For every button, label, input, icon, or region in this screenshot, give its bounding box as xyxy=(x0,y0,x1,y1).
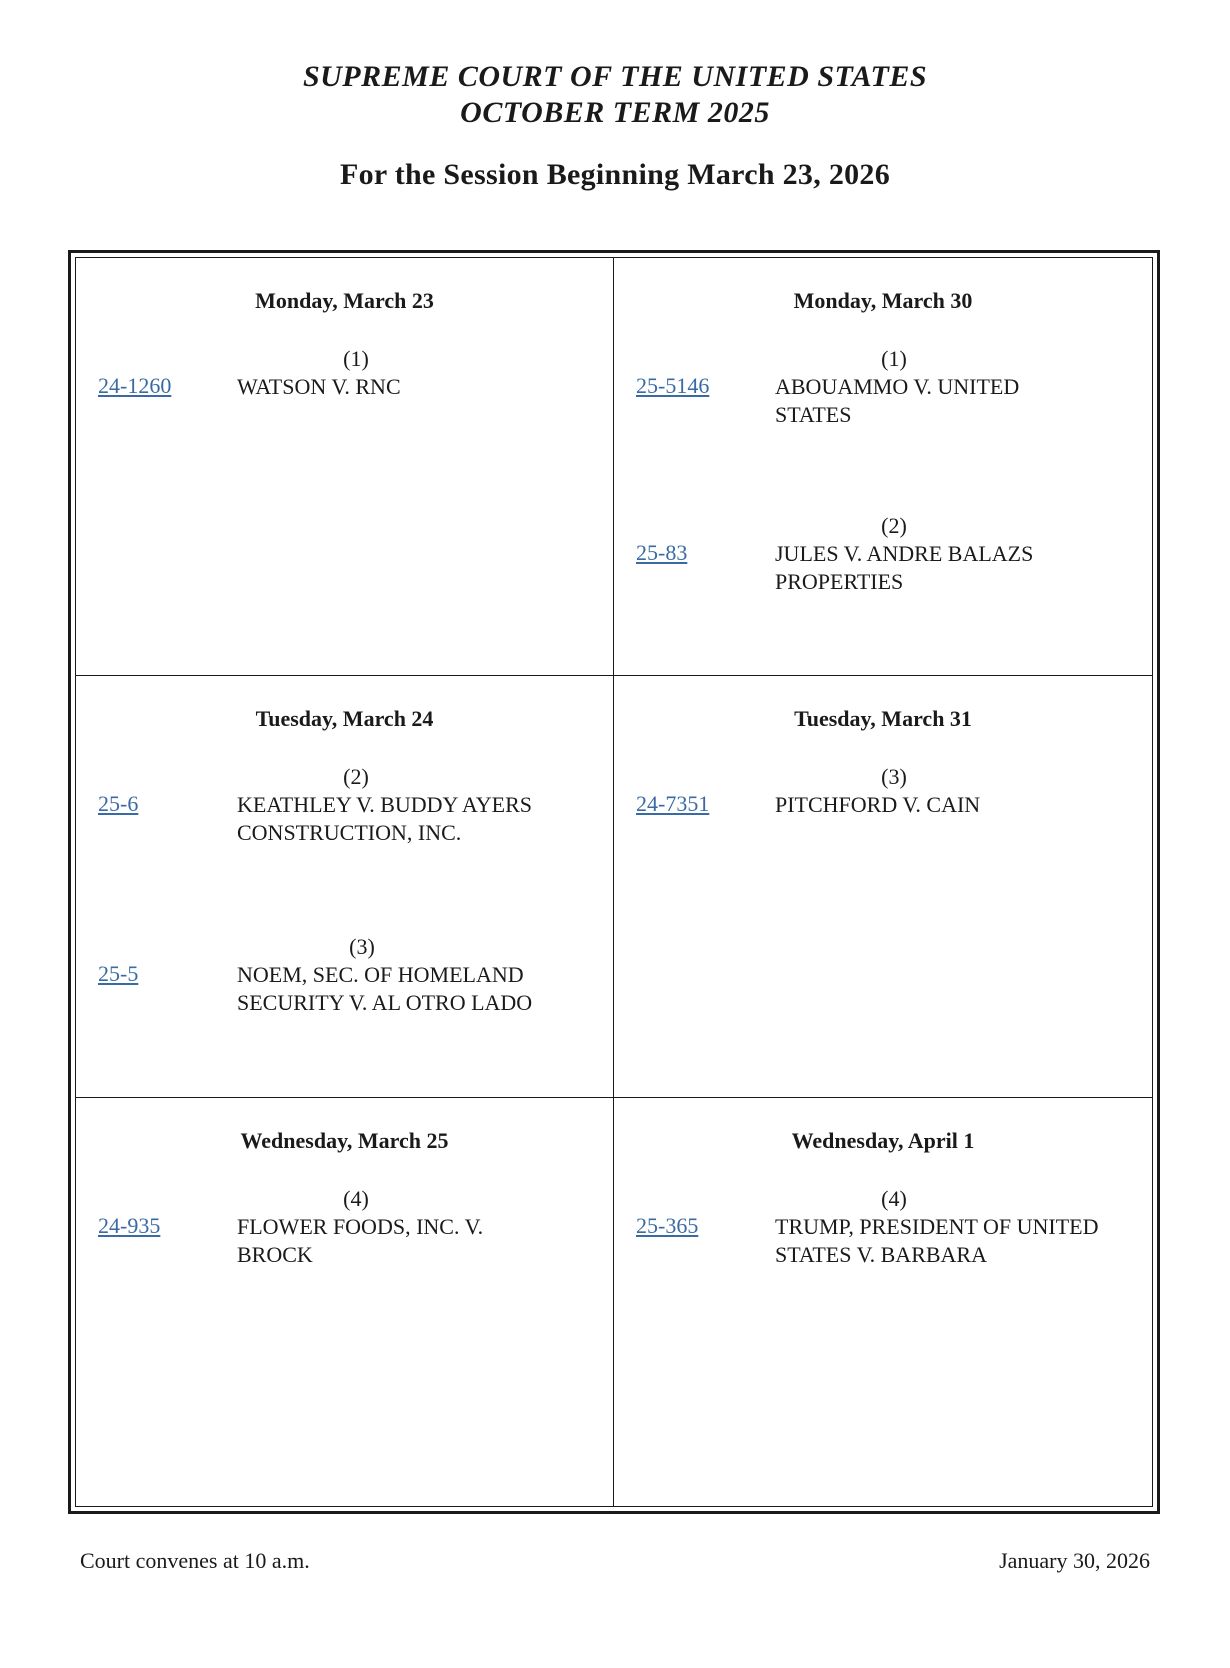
day-heading: Monday, March 23 xyxy=(255,288,434,313)
argument-number: (2) xyxy=(343,764,369,789)
docket-link[interactable]: 24-935 xyxy=(98,1213,161,1238)
day-cell-wednesday-march-25 xyxy=(76,1098,614,1506)
term-title: OCTOBER TERM 2025 xyxy=(460,96,770,129)
argument-number: (2) xyxy=(881,513,907,538)
court-name: SUPREME COURT OF THE UNITED STATES xyxy=(302,60,928,93)
argument-number: (4) xyxy=(881,1186,907,1211)
day-cell-monday-march-23 xyxy=(76,258,614,676)
docket-link[interactable]: 25-83 xyxy=(636,540,688,565)
docket-link[interactable]: 24-1260 xyxy=(98,373,172,398)
case-caption: NOEM, SEC. OF HOMELAND SECURITY V. AL OTRO LADO xyxy=(237,962,533,1015)
case-caption: ABOUAMMO V. UNITED STATES xyxy=(775,374,1020,427)
case-caption: WATSON V. RNC xyxy=(237,374,401,399)
docket-link[interactable]: 25-5146 xyxy=(636,373,710,398)
session-title: For the Session Beginning March 23, 2026 xyxy=(339,158,891,191)
day-heading: Wednesday, March 25 xyxy=(240,1128,449,1153)
convene-note: Court convenes at 10 a.m. xyxy=(80,1548,310,1573)
case-caption: KEATHLEY V. BUDDY AYERS CONSTRUCTION, INC. xyxy=(237,792,533,845)
argument-number: (3) xyxy=(349,934,375,959)
docket-link[interactable]: 25-6 xyxy=(98,791,139,816)
case-caption: PITCHFORD V. CAIN xyxy=(775,792,981,817)
case-caption: JULES V. ANDRE BALAZS PROPERTIES xyxy=(775,541,1034,594)
docket-link[interactable]: 25-365 xyxy=(636,1213,699,1238)
docket-link[interactable]: 24-7351 xyxy=(636,791,710,816)
day-heading: Wednesday, April 1 xyxy=(791,1128,975,1153)
case-caption: FLOWER FOODS, INC. V. BROCK xyxy=(237,1214,484,1267)
day-cell-wednesday-april-1 xyxy=(614,1098,1152,1506)
day-cell-tuesday-march-31 xyxy=(614,676,1152,1098)
case-caption: TRUMP, PRESIDENT OF UNITED STATES V. BARBARA xyxy=(775,1214,1099,1267)
day-cell-tuesday-march-24 xyxy=(76,676,614,1098)
day-heading: Tuesday, March 31 xyxy=(794,706,972,731)
argument-number: (3) xyxy=(881,764,907,789)
day-cell-monday-march-30 xyxy=(614,258,1152,676)
argument-number: (4) xyxy=(343,1186,369,1211)
publication-date: January 30, 2026 xyxy=(999,1548,1150,1573)
calendar-grid xyxy=(75,257,1153,1507)
day-heading: Monday, March 30 xyxy=(793,288,973,313)
argument-number: (1) xyxy=(343,346,369,371)
docket-link[interactable]: 25-5 xyxy=(98,961,139,986)
argument-number: (1) xyxy=(881,346,907,371)
calendar-frame xyxy=(68,250,1160,1514)
day-heading: Tuesday, March 24 xyxy=(255,706,434,731)
